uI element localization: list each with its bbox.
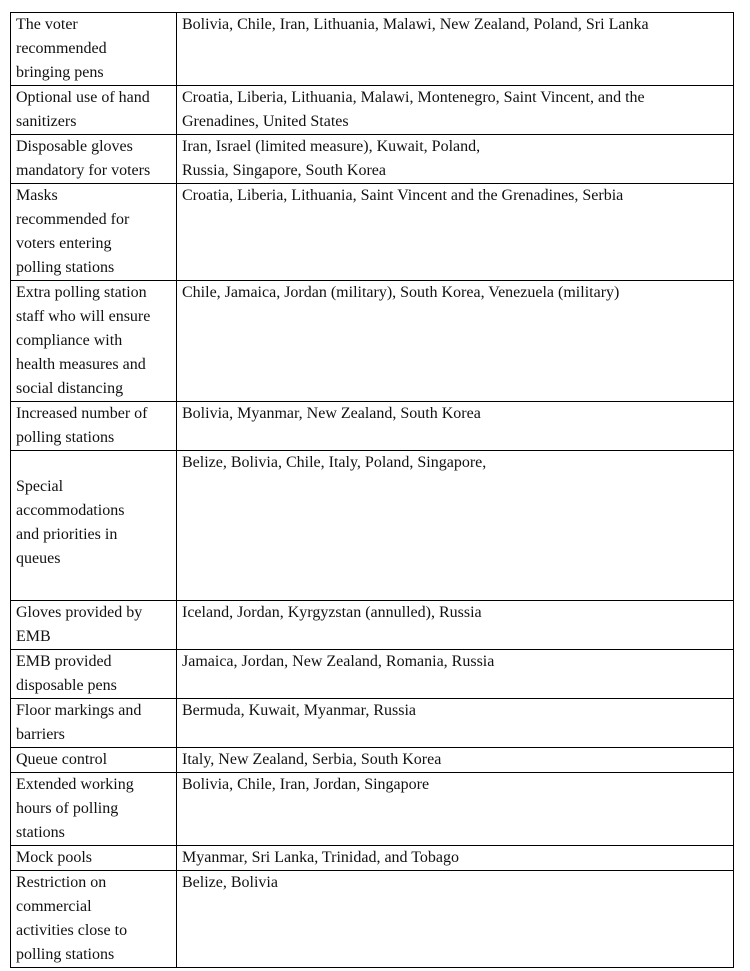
- table-row: [11, 135, 734, 184]
- measure-text: recommended for: [16, 211, 130, 228]
- measure-text: Masks: [16, 187, 58, 204]
- countries-text: Bermuda, Kuwait, Myanmar, Russia: [182, 702, 416, 719]
- measure-text: Special: [16, 478, 64, 495]
- countries-text: Russia, Singapore, South Korea: [182, 162, 386, 179]
- measure-text: hours of polling: [16, 800, 119, 817]
- countries-text: Chile, Jamaica, Jordan (military), South Korea, Venezuela (military): [182, 284, 620, 301]
- table-row: [11, 13, 734, 86]
- countries-text: Iceland, Jordan, Kyrgyzstan (annulled), Russia: [182, 604, 482, 621]
- measure-text: accommodations: [16, 502, 125, 519]
- measure-cell: [11, 650, 177, 699]
- countries-text: Bolivia, Chile, Iran, Jordan, Singapore: [182, 776, 430, 793]
- countries-text: Myanmar, Sri Lanka, Trinidad, and Tobago: [182, 849, 460, 866]
- table-row: [11, 281, 734, 402]
- countries-text: Bolivia, Chile, Iran, Lithuania, Malawi, New Zealand, Poland, Sri Lanka: [182, 16, 649, 33]
- countries-text: Croatia, Liberia, Lithuania, Malawi, Montenegro, Saint Vincent, and the: [182, 89, 645, 106]
- table-row: [11, 699, 734, 748]
- measure-cell: [11, 135, 177, 184]
- measure-text: staff who will ensure: [16, 308, 151, 325]
- measure-text: Gloves provided by: [16, 604, 143, 621]
- measure-text: polling stations: [16, 429, 115, 446]
- measure-cell: [11, 281, 177, 402]
- countries-cell: [177, 871, 734, 968]
- measure-cell: [11, 601, 177, 650]
- measure-text: Mock pools: [16, 849, 92, 866]
- countries-cell: [177, 402, 734, 451]
- measure-cell: [11, 86, 177, 135]
- countries-cell: [177, 86, 734, 135]
- table-row: [11, 871, 734, 968]
- measure-text: stations: [16, 824, 65, 841]
- measure-text: polling stations: [16, 946, 115, 963]
- measure-text: Extra polling station: [16, 284, 147, 301]
- countries-text: Grenadines, United States: [182, 113, 349, 130]
- measure-cell: [11, 846, 177, 871]
- measure-text: polling stations: [16, 259, 115, 276]
- countries-cell: [177, 650, 734, 699]
- measure-text: voters entering: [16, 235, 112, 252]
- countries-cell: [177, 748, 734, 773]
- measure-cell: [11, 451, 177, 601]
- measure-text: bringing pens: [16, 64, 104, 81]
- measure-text: Optional use of hand: [16, 89, 150, 106]
- measure-text: activities close to: [16, 922, 128, 939]
- measure-text: health measures and: [16, 356, 146, 373]
- measures-table: [10, 12, 734, 968]
- countries-cell: [177, 699, 734, 748]
- measure-text: Increased number of: [16, 405, 148, 422]
- countries-cell: [177, 846, 734, 871]
- countries-cell: [177, 451, 734, 601]
- countries-cell: [177, 281, 734, 402]
- measures-table-body: [11, 13, 734, 968]
- countries-text: Croatia, Liberia, Lithuania, Saint Vincent and the Grenadines, Serbia: [182, 187, 624, 204]
- countries-cell: [177, 13, 734, 86]
- countries-text: Italy, New Zealand, Serbia, South Korea: [182, 751, 442, 768]
- table-row: [11, 748, 734, 773]
- countries-text: Jamaica, Jordan, New Zealand, Romania, Russia: [182, 653, 495, 670]
- measure-text: Floor markings and: [16, 702, 142, 719]
- countries-cell: [177, 184, 734, 281]
- measure-text: Disposable gloves: [16, 138, 133, 155]
- measure-text: EMB: [16, 628, 51, 645]
- measure-cell: [11, 871, 177, 968]
- measure-text: Restriction on: [16, 874, 107, 891]
- measure-text: sanitizers: [16, 113, 77, 130]
- table-row: [11, 86, 734, 135]
- countries-text: Iran, Israel (limited measure), Kuwait, Poland,: [182, 138, 481, 155]
- measure-text: EMB provided: [16, 653, 112, 670]
- countries-text: Belize, Bolivia, Chile, Italy, Poland, Singapore,: [182, 454, 487, 471]
- measure-cell: [11, 748, 177, 773]
- countries-cell: [177, 135, 734, 184]
- table-row: [11, 402, 734, 451]
- countries-text: Bolivia, Myanmar, New Zealand, South Korea: [182, 405, 481, 422]
- countries-cell: [177, 773, 734, 846]
- table-row: [11, 184, 734, 281]
- measure-cell: [11, 699, 177, 748]
- measure-text: disposable pens: [16, 677, 117, 694]
- measure-text: queues: [16, 550, 61, 567]
- measure-text: recommended: [16, 40, 107, 57]
- measure-text: Extended working: [16, 776, 134, 793]
- measure-text: and priorities in: [16, 526, 118, 543]
- measure-cell: [11, 402, 177, 451]
- measure-text: mandatory for voters: [16, 162, 151, 179]
- measure-text: social distancing: [16, 380, 124, 397]
- measure-text: [16, 451, 171, 475]
- table-row: [11, 846, 734, 871]
- measure-cell: [11, 184, 177, 281]
- measure-text: barriers: [16, 726, 65, 743]
- countries-text: Belize, Bolivia: [182, 874, 278, 891]
- measure-cell: [11, 13, 177, 86]
- table-row: [11, 773, 734, 846]
- measure-text: The voter: [16, 16, 78, 33]
- table-row: [11, 650, 734, 699]
- table-row: [11, 451, 734, 601]
- table-row: [11, 601, 734, 650]
- countries-cell: [177, 601, 734, 650]
- measure-cell: [11, 773, 177, 846]
- measure-text: Queue control: [16, 751, 108, 768]
- measure-text: compliance with: [16, 332, 123, 349]
- measure-text: commercial: [16, 898, 92, 915]
